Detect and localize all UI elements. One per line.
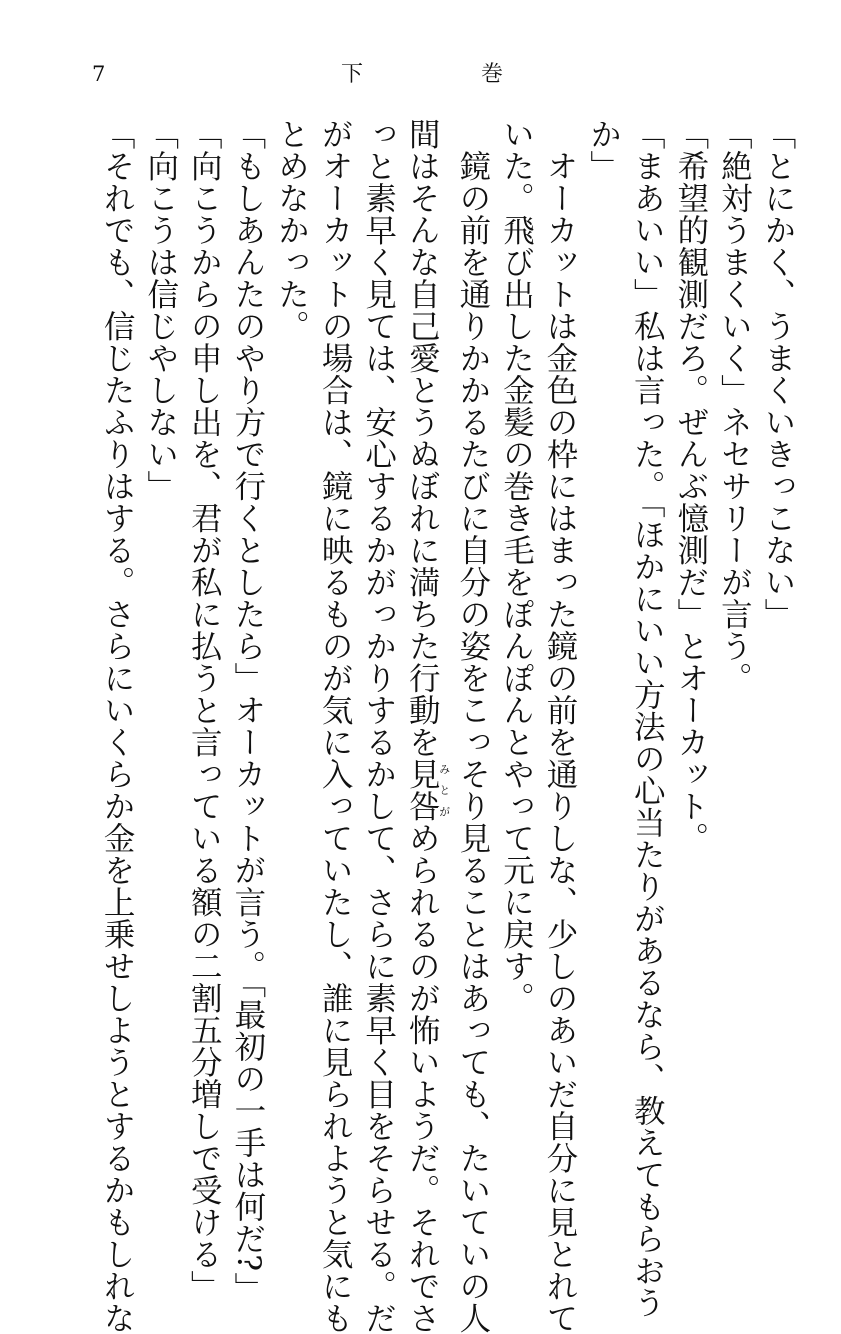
text-segment: 間はそんな自己愛とうぬぼれに満ちた行動を: [404, 118, 441, 758]
text-line: がオーカットの場合は、鏡に映るものが気に入っていたし、誰に見られようと気にも: [317, 118, 354, 1334]
text-line: 「向こうは信じやしない」: [142, 118, 179, 502]
text-line: 「もしあんたのやり方で行くとしたら」オーカットが言う。「最初の一手は何だ?」: [229, 118, 266, 1304]
text-line: っと素早く見ては、安心するかがっかりするかして、さらに素早く目をそらせる。だ: [360, 118, 397, 1334]
ruby-base: 見咎: [404, 758, 441, 822]
text-line: 「向こうからの申し出を、君が私に払うと言っている額の二割五分増しで受ける」: [186, 118, 223, 1302]
text-line: 「希望的観測だろ。ぜんぶ憶測だ」とオーカット。: [672, 118, 709, 854]
text-line: いた。飛び出した金髪の巻き毛をぽんぽんとやって元に戻す。: [498, 118, 535, 1014]
page-header: [0, 60, 841, 100]
novel-text: [95, 118, 800, 1334]
text-line: か」: [585, 118, 622, 182]
text-line: 「まあいい」私は言った。「ほかにいい方法の心当たりがあるなら、教えてもらおう: [629, 118, 666, 1319]
text-line: 「それでも、信じたふりはする。さらにいくらか金を上乗せしようとするかもしれな: [99, 118, 136, 1334]
ruby-reading: みとが: [437, 758, 451, 822]
text-line-with-ruby: [400, 118, 451, 1334]
text-line: 鏡の前を通りかかるたびに自分の姿をこっそり見ることはあっても、たいていの人: [454, 118, 491, 1334]
text-line: オーカットは金色の枠にはまった鏡の前を通りしな、少しのあいだ自分に見とれて: [542, 150, 579, 1334]
text-line: とめなかった。: [273, 118, 310, 342]
text-segment: められるのが怖いようだ。それでさ: [404, 822, 441, 1334]
ruby-word: [404, 758, 451, 822]
volume-label: 下巻: [341, 62, 622, 87]
text-line: 「とにかく、うまくいきっこない」: [760, 118, 796, 630]
page-number: 7: [92, 62, 106, 86]
text-line: 「絶対うまくいく」ネセサリーが言う。: [716, 118, 753, 694]
